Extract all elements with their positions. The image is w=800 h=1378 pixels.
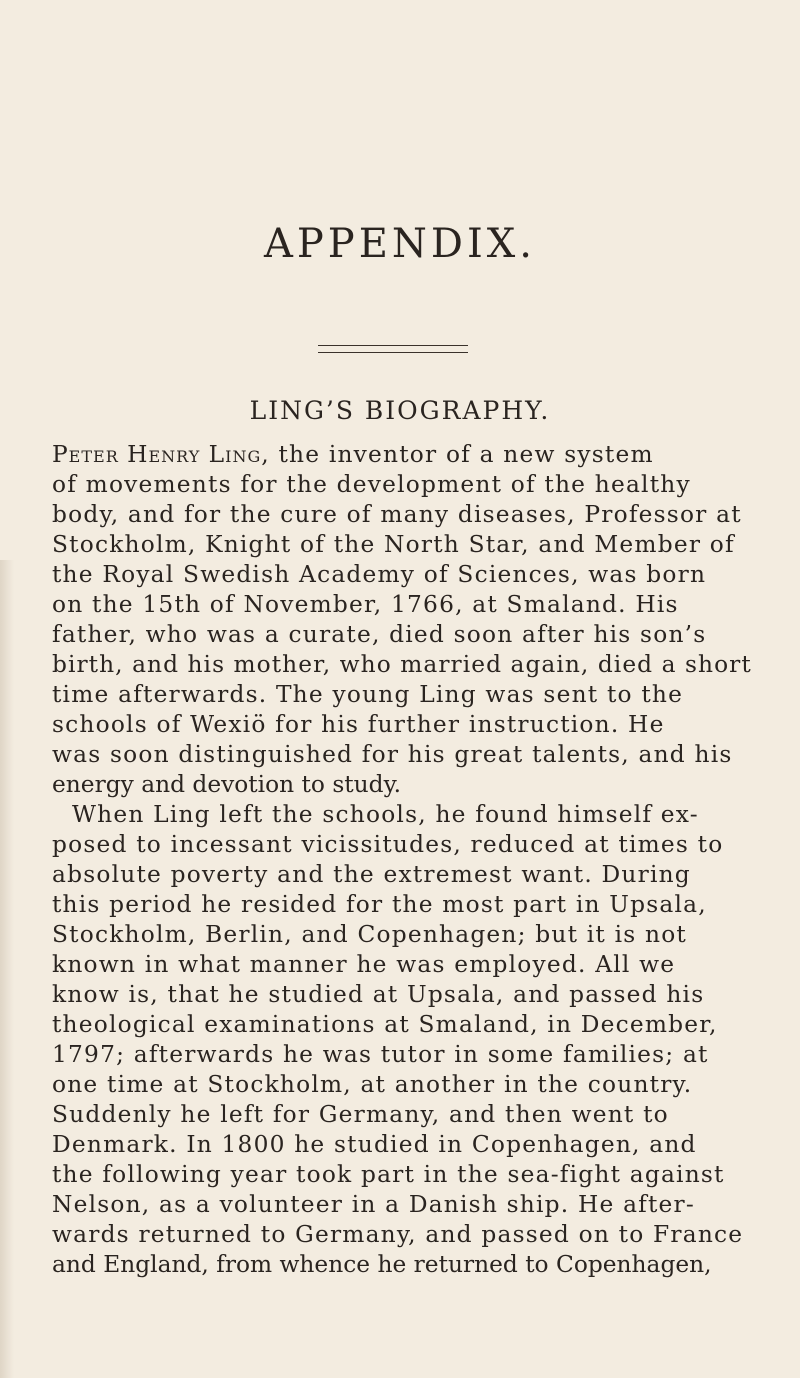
text-line: Stockholm, Berlin, and Copenhagen; but it is not [52,921,687,948]
text-line: known in what manner he was employed. All we [52,951,676,978]
text-line: on the 15th of November, 1766, at Smaland. His [52,591,679,618]
text-line: 1797; afterwards he was tutor in some families; at [52,1041,709,1068]
text-line: schools of Wexiö for his further instruction. He [52,711,665,738]
text-line: this period he resided for the most part in Upsala, [52,891,707,918]
appendix-heading: APPENDIX. [264,221,536,267]
text-line: Denmark. In 1800 he studied in Copenhagen, and [52,1131,697,1158]
text-line: know is, that he studied at Upsala, and passed his [52,981,705,1008]
text-line: birth, and his mother, who married again, died a short [52,651,752,678]
text-line-1: Peter Henry Ling, the inventor of a new system [52,441,654,468]
lead-name: Peter Henry Ling [52,441,262,468]
text-line: energy and devotion to study. [52,771,402,798]
text-line: was soon distinguished for his great talents, and his [52,741,733,768]
text-line: Nelson, as a volunteer in a Danish ship. He after- [52,1191,695,1218]
double-rule-top [318,345,468,346]
text-line: of movements for the development of the healthy [52,471,691,498]
text-line: absolute poverty and the extremest want. During [52,861,691,888]
text-line: the Royal Swedish Academy of Sciences, was born [52,561,707,588]
text-line: father, who was a curate, died soon after his son’s [52,621,707,648]
page-edge-shadow [0,560,14,1378]
text-line: one time at Stockholm, at another in the country. [52,1071,693,1098]
text-line: posed to incessant vicissitudes, reduced at times to [52,831,724,858]
text-line: theological examinations at Smaland, in December, [52,1011,718,1038]
paragraph-start-line: When Ling left the schools, he found himself ex- [72,801,699,828]
text-line: Suddenly he left for Germany, and then went to [52,1101,669,1128]
text-line: body, and for the cure of many diseases, Professor at [52,501,742,528]
text-line: Stockholm, Knight of the North Star, and Member of [52,531,735,558]
text-line: and England, from whence he returned to Copenhagen, [52,1251,712,1278]
text-line: the following year took part in the sea-fight against [52,1161,725,1188]
text-line: wards returned to Germany, and passed on to France [52,1221,744,1248]
section-heading: LING’S BIOGRAPHY. [249,396,551,425]
text-line: time afterwards. The young Ling was sent to the [52,681,684,708]
double-rule-bottom [318,352,468,353]
